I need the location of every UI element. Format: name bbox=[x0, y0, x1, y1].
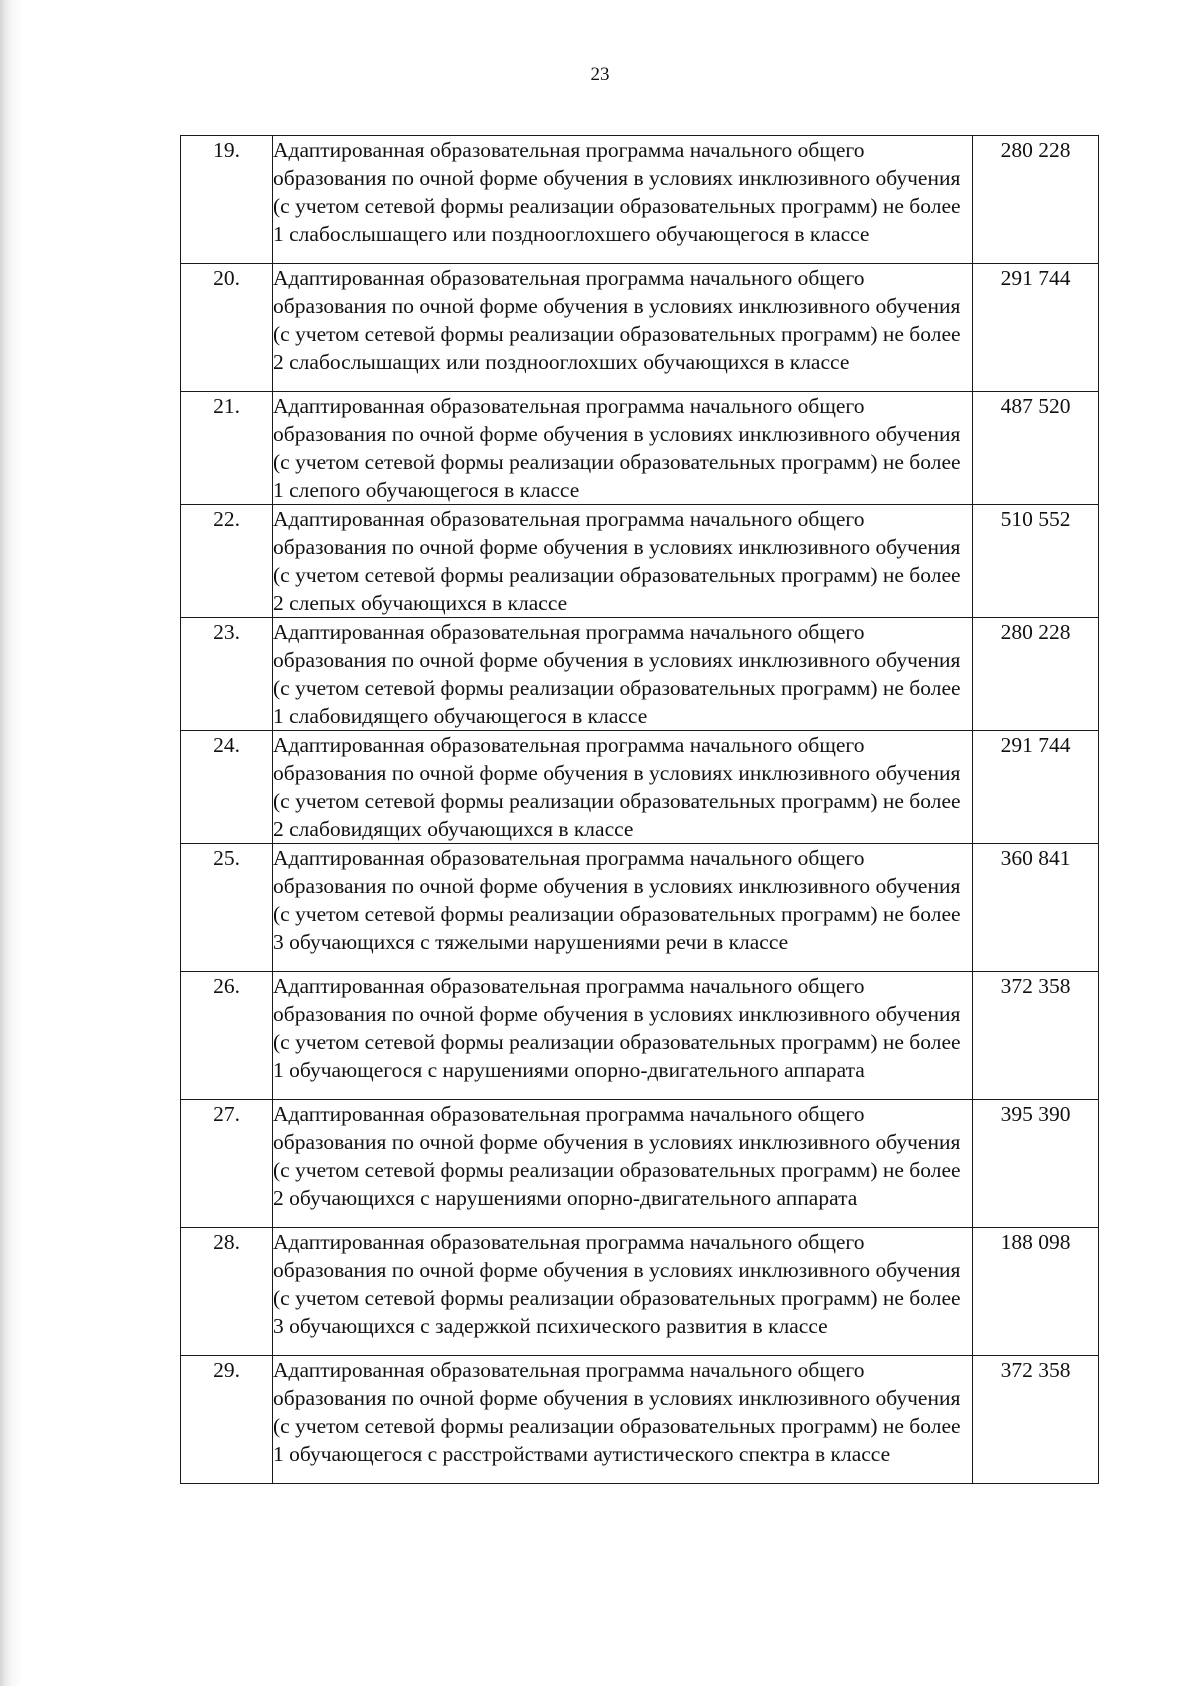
row-description: Адаптированная образовательная программа начального общего образования по очной форме обучения в условиях инклюзивного обучения (с учетом сетевой формы реализации образовательных программ) не более 1 слабовидящего обучающегося в классе bbox=[273, 618, 973, 731]
row-description: Адаптированная образовательная программа начального общего образования по очной форме обучения в условиях инклюзивного обучения (с учетом сетевой формы реализации образовательных программ) не более 3 обучающихся с тяжелыми нарушениями речи в классе bbox=[273, 844, 973, 972]
row-value: 372 358 bbox=[973, 1356, 1099, 1484]
row-number: 25. bbox=[181, 844, 273, 972]
row-number: 26. bbox=[181, 972, 273, 1100]
programs-table bbox=[180, 135, 1099, 1484]
table-body bbox=[181, 136, 1099, 1484]
row-value: 188 098 bbox=[973, 1228, 1099, 1356]
table-row bbox=[181, 731, 1099, 844]
page-number: 23 bbox=[590, 64, 610, 85]
row-description: Адаптированная образовательная программа начального общего образования по очной форме обучения в условиях инклюзивного обучения (с учетом сетевой формы реализации образовательных программ) не более 1 слепого обучающегося в классе bbox=[273, 392, 973, 505]
row-value: 280 228 bbox=[973, 136, 1099, 264]
table-row bbox=[181, 1228, 1099, 1356]
scan-edge-shadow bbox=[0, 0, 22, 1686]
row-number: 22. bbox=[181, 505, 273, 618]
row-description: Адаптированная образовательная программа начального общего образования по очной форме обучения в условиях инклюзивного обучения (с учетом сетевой формы реализации образовательных программ) не более 3 обучающихся с задержкой психического развития в классе bbox=[273, 1228, 973, 1356]
table-row bbox=[181, 618, 1099, 731]
row-value: 510 552 bbox=[973, 505, 1099, 618]
table-row bbox=[181, 1356, 1099, 1484]
row-number: 21. bbox=[181, 392, 273, 505]
table-row bbox=[181, 264, 1099, 392]
row-description: Адаптированная образовательная программа начального общего образования по очной форме обучения в условиях инклюзивного обучения (с учетом сетевой формы реализации образовательных программ) не более 2 слабослышащих или позднооглохших обучающихся в классе bbox=[273, 264, 973, 392]
table-row bbox=[181, 505, 1099, 618]
row-number: 29. bbox=[181, 1356, 273, 1484]
row-value: 280 228 bbox=[973, 618, 1099, 731]
row-description: Адаптированная образовательная программа начального общего образования по очной форме обучения в условиях инклюзивного обучения (с учетом сетевой формы реализации образовательных программ) не более 2 слабовидящих обучающихся в классе bbox=[273, 731, 973, 844]
row-number: 20. bbox=[181, 264, 273, 392]
row-description: Адаптированная образовательная программа начального общего образования по очной форме обучения в условиях инклюзивного обучения (с учетом сетевой формы реализации образовательных программ) не более 1 обучающегося с нарушениями опорно-двигательного аппарата bbox=[273, 972, 973, 1100]
row-value: 360 841 bbox=[973, 844, 1099, 972]
table-row bbox=[181, 1100, 1099, 1228]
table-row bbox=[181, 972, 1099, 1100]
row-number: 24. bbox=[181, 731, 273, 844]
row-value: 395 390 bbox=[973, 1100, 1099, 1228]
row-description: Адаптированная образовательная программа начального общего образования по очной форме обучения в условиях инклюзивного обучения (с учетом сетевой формы реализации образовательных программ) не более 1 обучающегося с расстройствами аутистического спектра в классе bbox=[273, 1356, 973, 1484]
row-value: 291 744 bbox=[973, 264, 1099, 392]
row-value: 372 358 bbox=[973, 972, 1099, 1100]
table-row bbox=[181, 392, 1099, 505]
row-number: 23. bbox=[181, 618, 273, 731]
row-number: 28. bbox=[181, 1228, 273, 1356]
row-number: 27. bbox=[181, 1100, 273, 1228]
row-description: Адаптированная образовательная программа начального общего образования по очной форме обучения в условиях инклюзивного обучения (с учетом сетевой формы реализации образовательных программ) не более 1 слабослышащего или позднооглохшего обучающегося в классе bbox=[273, 136, 973, 264]
row-number: 19. bbox=[181, 136, 273, 264]
table-row bbox=[181, 136, 1099, 264]
row-value: 291 744 bbox=[973, 731, 1099, 844]
row-value: 487 520 bbox=[973, 392, 1099, 505]
row-description: Адаптированная образовательная программа начального общего образования по очной форме обучения в условиях инклюзивного обучения (с учетом сетевой формы реализации образовательных программ) не более 2 обучающихся с нарушениями опорно-двигательного аппарата bbox=[273, 1100, 973, 1228]
table-row bbox=[181, 844, 1099, 972]
row-description: Адаптированная образовательная программа начального общего образования по очной форме обучения в условиях инклюзивного обучения (с учетом сетевой формы реализации образовательных программ) не более 2 слепых обучающихся в классе bbox=[273, 505, 973, 618]
